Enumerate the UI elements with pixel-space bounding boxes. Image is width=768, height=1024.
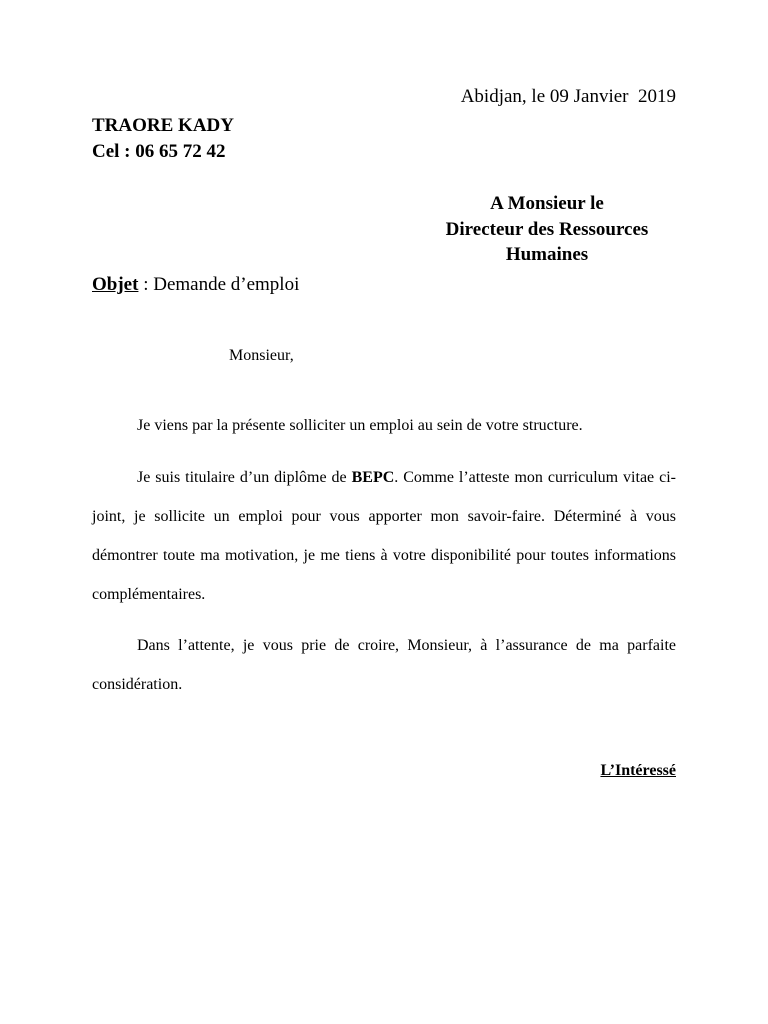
sender-phone: Cel : 06 65 72 42 [92, 141, 226, 162]
body-paragraph-3 [92, 626, 676, 704]
sender-block [92, 113, 234, 165]
letter-date: Abidjan, le 09 Janvier 2019 [460, 86, 676, 107]
recipient-block [418, 191, 676, 268]
paragraph-text: Je viens par la présente solliciter un emploi au sein de votre structure. [137, 417, 583, 434]
diploma-name: BEPC [351, 469, 395, 486]
subject-line [92, 274, 299, 296]
paragraph-text [92, 458, 676, 614]
subject-text: Demande d’emploi [153, 274, 300, 295]
salutation: Monsieur, [229, 347, 294, 364]
body-paragraph-2 [92, 458, 676, 614]
sender-name: TRAORE KADY [92, 115, 234, 136]
signature: L’Intéressé [600, 762, 676, 779]
paragraph-text: Dans l’attente, je vous prie de croire, Monsieur, à l’assurance de ma parfaite considération. [92, 637, 676, 693]
subject-separator: : [138, 274, 154, 295]
recipient-line-2: Directeur des Ressources [445, 218, 649, 240]
subject-label: Objet [92, 274, 139, 295]
paragraph-before: Je suis titulaire d’un diplôme de [137, 469, 352, 486]
recipient-line-1: A Monsieur le [490, 193, 604, 214]
paragraph-after: . Comme l’atteste mon curriculum vitae ci-joint, je sollicite un emploi pour vous apporter mon savoir-faire. Déterminé à vous démontrer toute ma motivation, je me tiens à votre disponibilité pour toutes informations complémentaires. [92, 469, 676, 603]
body-paragraph-1 [92, 406, 676, 445]
recipient-line-3: Humaines [505, 244, 589, 265]
